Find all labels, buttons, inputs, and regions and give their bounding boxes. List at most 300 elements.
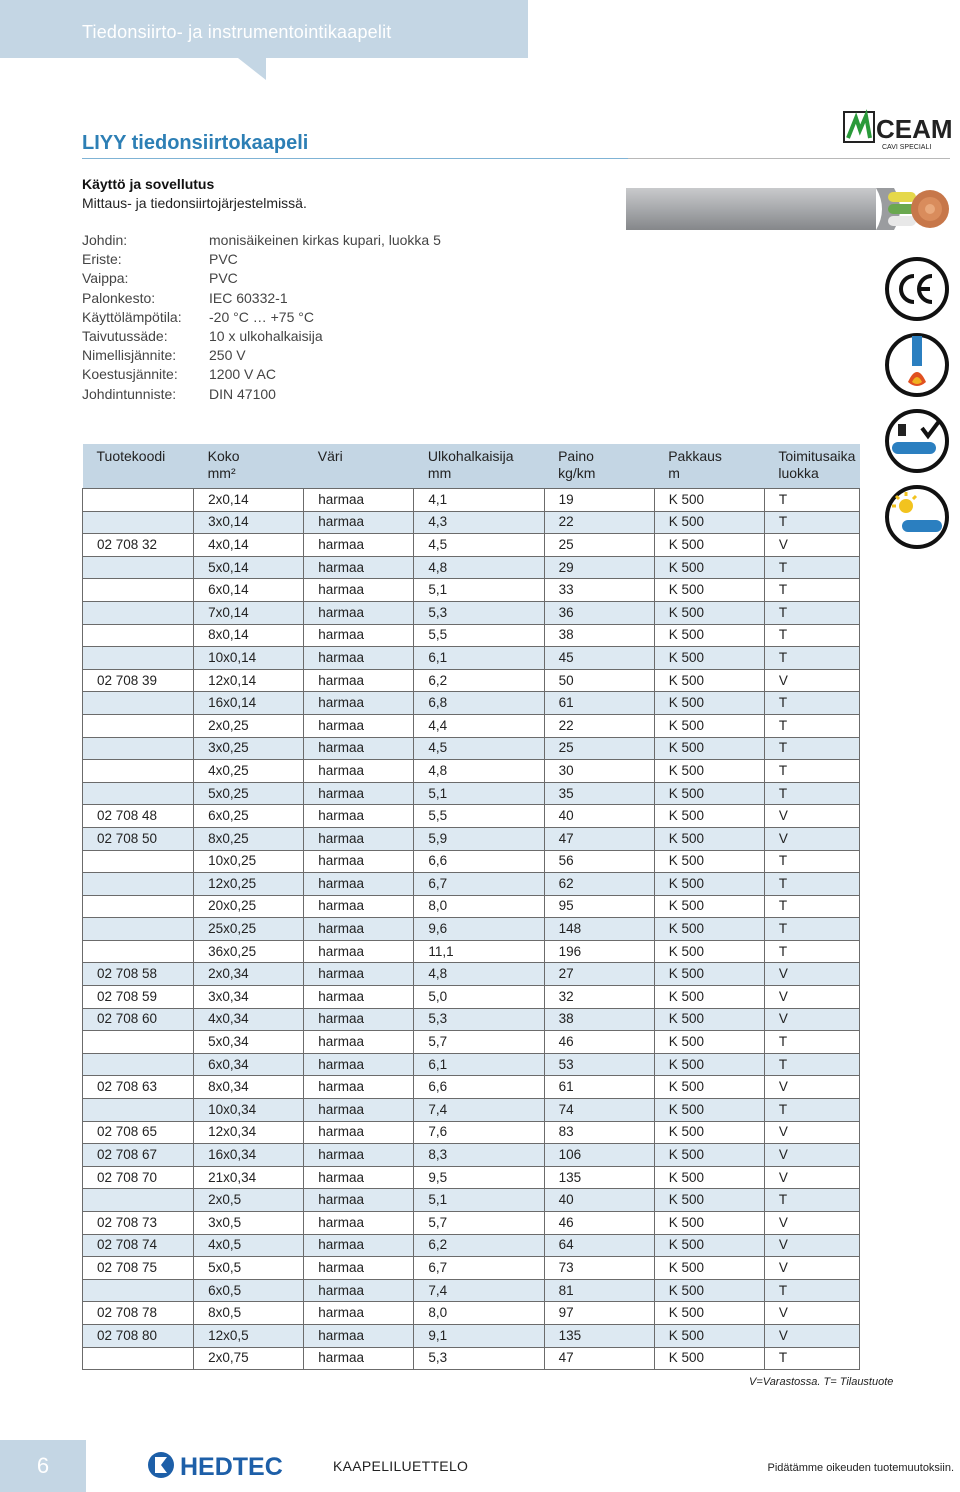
cell-size: 4x0,34 — [194, 1008, 304, 1031]
spec-value: 10 x ulkohalkaisija — [209, 327, 323, 344]
cell-delivery: V — [764, 1166, 859, 1189]
cell-delivery: V — [764, 1008, 859, 1031]
cell-code — [83, 873, 194, 896]
cell-diameter: 4,8 — [414, 963, 544, 986]
table-row — [83, 1257, 860, 1280]
cell-size: 10x0,25 — [194, 850, 304, 873]
cell-color: harmaa — [304, 805, 414, 828]
cell-code: 02 708 65 — [83, 1121, 194, 1144]
cell-packaging: K 500 — [654, 1279, 764, 1302]
cell-packaging: K 500 — [654, 1008, 764, 1031]
cell-size: 5x0,34 — [194, 1031, 304, 1054]
header-notch — [238, 58, 266, 80]
spec-row — [82, 290, 441, 309]
cell-size: 6x0,34 — [194, 1053, 304, 1076]
table-row — [83, 669, 860, 692]
cell-weight: 50 — [544, 669, 654, 692]
cable-table — [82, 444, 860, 1370]
cell-code: 02 708 80 — [83, 1324, 194, 1347]
cell-size: 2x0,25 — [194, 714, 304, 737]
header-line-2: mm — [427, 465, 452, 481]
spec-value: 250 V — [209, 347, 246, 364]
cell-size: 3x0,34 — [194, 986, 304, 1009]
header-line-2: mm² — [207, 465, 236, 481]
brand-tagline: CAVI SPECIALI — [882, 144, 932, 151]
cell-packaging: K 500 — [654, 1076, 764, 1099]
cell-color: harmaa — [304, 1166, 414, 1189]
cell-code — [83, 850, 194, 873]
header-line-2: kg/km — [558, 465, 596, 481]
table-row — [83, 1099, 860, 1122]
cell-code: 02 708 50 — [83, 827, 194, 850]
cell-color: harmaa — [304, 1257, 414, 1280]
spec-value: monisäikeinen kirkas kupari, luokka 5 — [209, 232, 441, 248]
cell-size: 2x0,75 — [194, 1347, 304, 1370]
header-line-1: Väri — [317, 448, 343, 464]
table-row — [83, 1121, 860, 1144]
cell-code: 02 708 75 — [83, 1257, 194, 1280]
page-number: 6 — [0, 1440, 86, 1492]
cell-delivery: T — [764, 601, 859, 624]
cell-weight: 47 — [544, 1347, 654, 1370]
cell-packaging: K 500 — [654, 1144, 764, 1167]
cell-weight: 22 — [544, 714, 654, 737]
spec-value: PVC — [209, 270, 238, 287]
spec-label: Käyttölämpötila: — [82, 308, 182, 325]
cell-diameter: 6,7 — [414, 873, 544, 896]
cell-delivery: V — [764, 534, 859, 557]
cell-size: 8x0,34 — [194, 1076, 304, 1099]
cell-weight: 106 — [544, 1144, 654, 1167]
cell-color: harmaa — [304, 556, 414, 579]
cell-weight: 81 — [544, 1279, 654, 1302]
cell-diameter: 5,0 — [414, 986, 544, 1009]
cell-delivery: V — [764, 1144, 859, 1167]
cell-weight: 38 — [544, 1008, 654, 1031]
footer-notice: Pidätämme oikeuden tuotemuutoksiin. — [767, 1462, 954, 1474]
cell-packaging: K 500 — [654, 805, 764, 828]
cell-color: harmaa — [304, 1121, 414, 1144]
cell-diameter: 5,9 — [414, 827, 544, 850]
cell-size: 6x0,5 — [194, 1279, 304, 1302]
cell-size: 3x0,5 — [194, 1212, 304, 1235]
spec-value: PVC — [209, 251, 238, 268]
cell-weight: 64 — [544, 1234, 654, 1257]
cell-size: 2x0,34 — [194, 963, 304, 986]
cell-color: harmaa — [304, 827, 414, 850]
table-row — [83, 918, 860, 941]
cell-weight: 38 — [544, 624, 654, 647]
cell-diameter: 6,2 — [414, 1234, 544, 1257]
cell-size: 6x0,25 — [194, 805, 304, 828]
catalog-label: KAAPELILUETTELO — [333, 1458, 469, 1474]
page-header-title: Tiedonsiirto- ja instrumentointikaapelit — [82, 22, 392, 42]
cell-color: harmaa — [304, 1189, 414, 1212]
certification-icons — [884, 256, 952, 560]
cell-diameter: 5,1 — [414, 1189, 544, 1212]
cell-weight: 22 — [544, 511, 654, 534]
cell-weight: 25 — [544, 534, 654, 557]
product-title: LIYY tiedonsiirtokaapeli — [82, 132, 309, 154]
spec-list — [82, 232, 441, 405]
cell-color: harmaa — [304, 692, 414, 715]
cell-packaging: K 500 — [654, 1302, 764, 1325]
cell-weight: 19 — [544, 489, 654, 512]
cell-packaging: K 500 — [654, 1257, 764, 1280]
ceam-logo — [842, 108, 952, 152]
cell-packaging: K 500 — [654, 850, 764, 873]
table-row — [83, 601, 860, 624]
cell-color: harmaa — [304, 873, 414, 896]
table-row — [83, 489, 860, 512]
cell-color: harmaa — [304, 1053, 414, 1076]
cell-color: harmaa — [304, 1144, 414, 1167]
cell-color: harmaa — [304, 1076, 414, 1099]
cell-delivery: V — [764, 1212, 859, 1235]
cell-weight: 62 — [544, 873, 654, 896]
cell-code — [83, 579, 194, 602]
cell-diameter: 5,5 — [414, 805, 544, 828]
cell-size: 36x0,25 — [194, 940, 304, 963]
column-header-code — [83, 444, 194, 489]
cell-weight: 74 — [544, 1099, 654, 1122]
cell-color: harmaa — [304, 1279, 414, 1302]
cell-diameter: 4,3 — [414, 511, 544, 534]
spec-row — [82, 251, 441, 270]
cell-color: harmaa — [304, 489, 414, 512]
cell-delivery: T — [764, 489, 859, 512]
cell-weight: 29 — [544, 556, 654, 579]
table-row — [83, 1008, 860, 1031]
cell-packaging: K 500 — [654, 556, 764, 579]
cell-code — [83, 624, 194, 647]
cell-code — [83, 692, 194, 715]
header-line-1: Tuotekoodi — [96, 448, 166, 464]
header-line-1: Paino — [558, 448, 594, 464]
table-row — [83, 1031, 860, 1054]
cell-size: 3x0,25 — [194, 737, 304, 760]
cell-diameter: 4,5 — [414, 737, 544, 760]
cell-diameter: 7,4 — [414, 1099, 544, 1122]
cell-code — [83, 760, 194, 783]
cell-weight: 27 — [544, 963, 654, 986]
cell-diameter: 6,6 — [414, 850, 544, 873]
cell-code: 02 708 59 — [83, 986, 194, 1009]
table-row — [83, 1212, 860, 1235]
cell-packaging: K 500 — [654, 624, 764, 647]
table-row — [83, 624, 860, 647]
cell-delivery: T — [764, 873, 859, 896]
cell-diameter: 6,1 — [414, 1053, 544, 1076]
cell-color: harmaa — [304, 1008, 414, 1031]
cell-diameter: 6,2 — [414, 669, 544, 692]
cell-weight: 46 — [544, 1031, 654, 1054]
cell-weight: 32 — [544, 986, 654, 1009]
cell-packaging: K 500 — [654, 1324, 764, 1347]
cell-weight: 148 — [544, 918, 654, 941]
oil-resistance-icon — [884, 408, 950, 474]
cell-size: 16x0,14 — [194, 692, 304, 715]
cell-delivery: T — [764, 1189, 859, 1212]
cell-size: 12x0,25 — [194, 873, 304, 896]
cell-code: 02 708 48 — [83, 805, 194, 828]
cell-color: harmaa — [304, 986, 414, 1009]
cell-size: 4x0,25 — [194, 760, 304, 783]
cell-diameter: 4,8 — [414, 556, 544, 579]
cell-delivery: V — [764, 986, 859, 1009]
cell-color: harmaa — [304, 601, 414, 624]
cell-code — [83, 1053, 194, 1076]
table-row — [83, 511, 860, 534]
cell-code: 02 708 32 — [83, 534, 194, 557]
column-header-weight — [544, 444, 654, 489]
cell-color: harmaa — [304, 1324, 414, 1347]
cell-weight: 53 — [544, 1053, 654, 1076]
usage-heading: Käyttö ja sovellutus — [82, 176, 215, 192]
cell-packaging: K 500 — [654, 669, 764, 692]
cell-delivery: V — [764, 1257, 859, 1280]
column-header-packaging — [654, 444, 764, 489]
cell-packaging: K 500 — [654, 1166, 764, 1189]
cell-diameter: 4,1 — [414, 489, 544, 512]
cell-code: 02 708 78 — [83, 1302, 194, 1325]
cell-diameter: 5,1 — [414, 782, 544, 805]
cell-code — [83, 918, 194, 941]
cell-diameter: 4,8 — [414, 760, 544, 783]
cell-packaging: K 500 — [654, 782, 764, 805]
cell-size: 8x0,25 — [194, 827, 304, 850]
table-row — [83, 737, 860, 760]
cell-size: 4x0,14 — [194, 534, 304, 557]
cell-packaging: K 500 — [654, 1099, 764, 1122]
table-row — [83, 714, 860, 737]
cell-weight: 196 — [544, 940, 654, 963]
cell-code — [83, 1347, 194, 1370]
cell-code — [83, 1189, 194, 1212]
table-row — [83, 963, 860, 986]
spec-label: Vaippa: — [82, 270, 129, 287]
spec-row — [82, 232, 441, 251]
cell-diameter: 6,6 — [414, 1076, 544, 1099]
cell-size: 12x0,5 — [194, 1324, 304, 1347]
cell-delivery: T — [764, 1099, 859, 1122]
cell-code: 02 708 70 — [83, 1166, 194, 1189]
cell-delivery: T — [764, 1279, 859, 1302]
cell-diameter: 5,3 — [414, 601, 544, 624]
cell-diameter: 5,3 — [414, 1008, 544, 1031]
cell-packaging: K 500 — [654, 737, 764, 760]
table-header-row — [83, 444, 860, 489]
cell-diameter: 8,3 — [414, 1144, 544, 1167]
table-row — [83, 1279, 860, 1302]
cell-delivery: T — [764, 1347, 859, 1370]
cell-code — [83, 511, 194, 534]
cell-packaging: K 500 — [654, 489, 764, 512]
cell-diameter: 9,6 — [414, 918, 544, 941]
cell-diameter: 9,5 — [414, 1166, 544, 1189]
cell-delivery: T — [764, 1031, 859, 1054]
cell-code — [83, 489, 194, 512]
cell-code: 02 708 73 — [83, 1212, 194, 1235]
cell-delivery: T — [764, 714, 859, 737]
cell-size: 2x0,14 — [194, 489, 304, 512]
cell-packaging: K 500 — [654, 534, 764, 557]
cell-delivery: T — [764, 624, 859, 647]
table-row — [83, 873, 860, 896]
cell-weight: 97 — [544, 1302, 654, 1325]
flame-test-icon — [884, 332, 950, 398]
cell-code — [83, 1099, 194, 1122]
spec-label: Johdin: — [82, 232, 128, 248]
cell-size: 4x0,5 — [194, 1234, 304, 1257]
cell-size: 25x0,25 — [194, 918, 304, 941]
spec-row — [82, 328, 441, 347]
cell-delivery: V — [764, 1234, 859, 1257]
cell-color: harmaa — [304, 760, 414, 783]
cell-color: harmaa — [304, 1212, 414, 1235]
cell-weight: 25 — [544, 737, 654, 760]
cell-diameter: 5,7 — [414, 1031, 544, 1054]
hedtec-logo — [146, 1449, 318, 1481]
table-row — [83, 940, 860, 963]
spec-label: Nimellisjännite: — [82, 347, 177, 364]
cell-packaging: K 500 — [654, 647, 764, 670]
cell-size: 12x0,34 — [194, 1121, 304, 1144]
header-line-1: Ulkohalkaisija — [427, 448, 514, 464]
spec-value: IEC 60332-1 — [209, 289, 288, 306]
cell-packaging: K 500 — [654, 963, 764, 986]
cell-color: harmaa — [304, 669, 414, 692]
cell-code — [83, 737, 194, 760]
cell-weight: 46 — [544, 1212, 654, 1235]
cell-delivery: V — [764, 1302, 859, 1325]
header-line-2: m — [668, 465, 680, 481]
cell-size: 7x0,14 — [194, 601, 304, 624]
cell-color: harmaa — [304, 647, 414, 670]
cell-weight: 45 — [544, 647, 654, 670]
column-header-diameter — [414, 444, 544, 489]
table-row — [83, 1166, 860, 1189]
cell-delivery: T — [764, 556, 859, 579]
cell-diameter: 8,0 — [414, 895, 544, 918]
table-row — [83, 986, 860, 1009]
cell-code: 02 708 63 — [83, 1076, 194, 1099]
cell-size: 5x0,5 — [194, 1257, 304, 1280]
cell-size: 2x0,5 — [194, 1189, 304, 1212]
table-row — [83, 760, 860, 783]
cell-color: harmaa — [304, 1234, 414, 1257]
spec-label: Johdintunniste: — [82, 385, 177, 402]
table-row — [83, 895, 860, 918]
cell-code — [83, 895, 194, 918]
cell-packaging: K 500 — [654, 1212, 764, 1235]
cell-weight: 30 — [544, 760, 654, 783]
spec-label: Koestusjännite: — [82, 366, 178, 383]
table-row — [83, 1302, 860, 1325]
cell-delivery: T — [764, 850, 859, 873]
table-row — [83, 1076, 860, 1099]
cell-code — [83, 1279, 194, 1302]
table-row — [83, 1324, 860, 1347]
spec-row — [82, 386, 441, 405]
spec-row — [82, 270, 441, 289]
cell-color: harmaa — [304, 963, 414, 986]
cell-color: harmaa — [304, 1347, 414, 1370]
cell-weight: 95 — [544, 895, 654, 918]
cell-delivery: V — [764, 1121, 859, 1144]
cell-weight: 61 — [544, 692, 654, 715]
cell-code: 02 708 60 — [83, 1008, 194, 1031]
cell-color: harmaa — [304, 714, 414, 737]
spec-value: -20 °C … +75 °C — [209, 308, 314, 325]
cell-code — [83, 714, 194, 737]
cell-color: harmaa — [304, 782, 414, 805]
header-line-1: Koko — [207, 448, 240, 464]
cell-code — [83, 556, 194, 579]
title-rule-right — [628, 158, 950, 159]
table-row — [83, 1053, 860, 1076]
usage-text: Mittaus- ja tiedonsiirtojärjestelmissä. — [82, 195, 307, 211]
spec-label: Palonkesto: — [82, 289, 156, 306]
table-row — [83, 850, 860, 873]
cable-image — [626, 184, 952, 234]
cell-color: harmaa — [304, 1099, 414, 1122]
cell-diameter: 4,4 — [414, 714, 544, 737]
cell-packaging: K 500 — [654, 1189, 764, 1212]
cell-diameter: 9,1 — [414, 1324, 544, 1347]
cell-weight: 61 — [544, 1076, 654, 1099]
cell-color: harmaa — [304, 1302, 414, 1325]
cell-packaging: K 500 — [654, 918, 764, 941]
cell-packaging: K 500 — [654, 986, 764, 1009]
cell-packaging: K 500 — [654, 1053, 764, 1076]
cell-diameter: 8,0 — [414, 1302, 544, 1325]
cell-weight: 35 — [544, 782, 654, 805]
cell-packaging: K 500 — [654, 873, 764, 896]
spec-row — [82, 366, 441, 385]
spec-label: Eriste: — [82, 251, 122, 268]
cell-delivery: V — [764, 669, 859, 692]
cell-code — [83, 940, 194, 963]
cell-color: harmaa — [304, 579, 414, 602]
cell-packaging: K 500 — [654, 692, 764, 715]
cell-delivery: T — [764, 760, 859, 783]
cell-delivery: V — [764, 827, 859, 850]
cell-size: 21x0,34 — [194, 1166, 304, 1189]
cell-diameter: 6,7 — [414, 1257, 544, 1280]
cell-packaging: K 500 — [654, 511, 764, 534]
cell-size: 12x0,14 — [194, 669, 304, 692]
cell-packaging: K 500 — [654, 827, 764, 850]
cell-color: harmaa — [304, 737, 414, 760]
cell-color: harmaa — [304, 918, 414, 941]
cell-size: 5x0,25 — [194, 782, 304, 805]
cell-diameter: 6,8 — [414, 692, 544, 715]
cell-diameter: 7,6 — [414, 1121, 544, 1144]
cell-weight: 47 — [544, 827, 654, 850]
cell-diameter: 11,1 — [414, 940, 544, 963]
table-row — [83, 556, 860, 579]
column-header-color — [304, 444, 414, 489]
cell-diameter: 7,4 — [414, 1279, 544, 1302]
cell-weight: 83 — [544, 1121, 654, 1144]
table-row — [83, 1189, 860, 1212]
cell-size: 10x0,14 — [194, 647, 304, 670]
table-body — [83, 489, 860, 1370]
cell-delivery: V — [764, 1324, 859, 1347]
cell-diameter: 6,1 — [414, 647, 544, 670]
table-row — [83, 782, 860, 805]
